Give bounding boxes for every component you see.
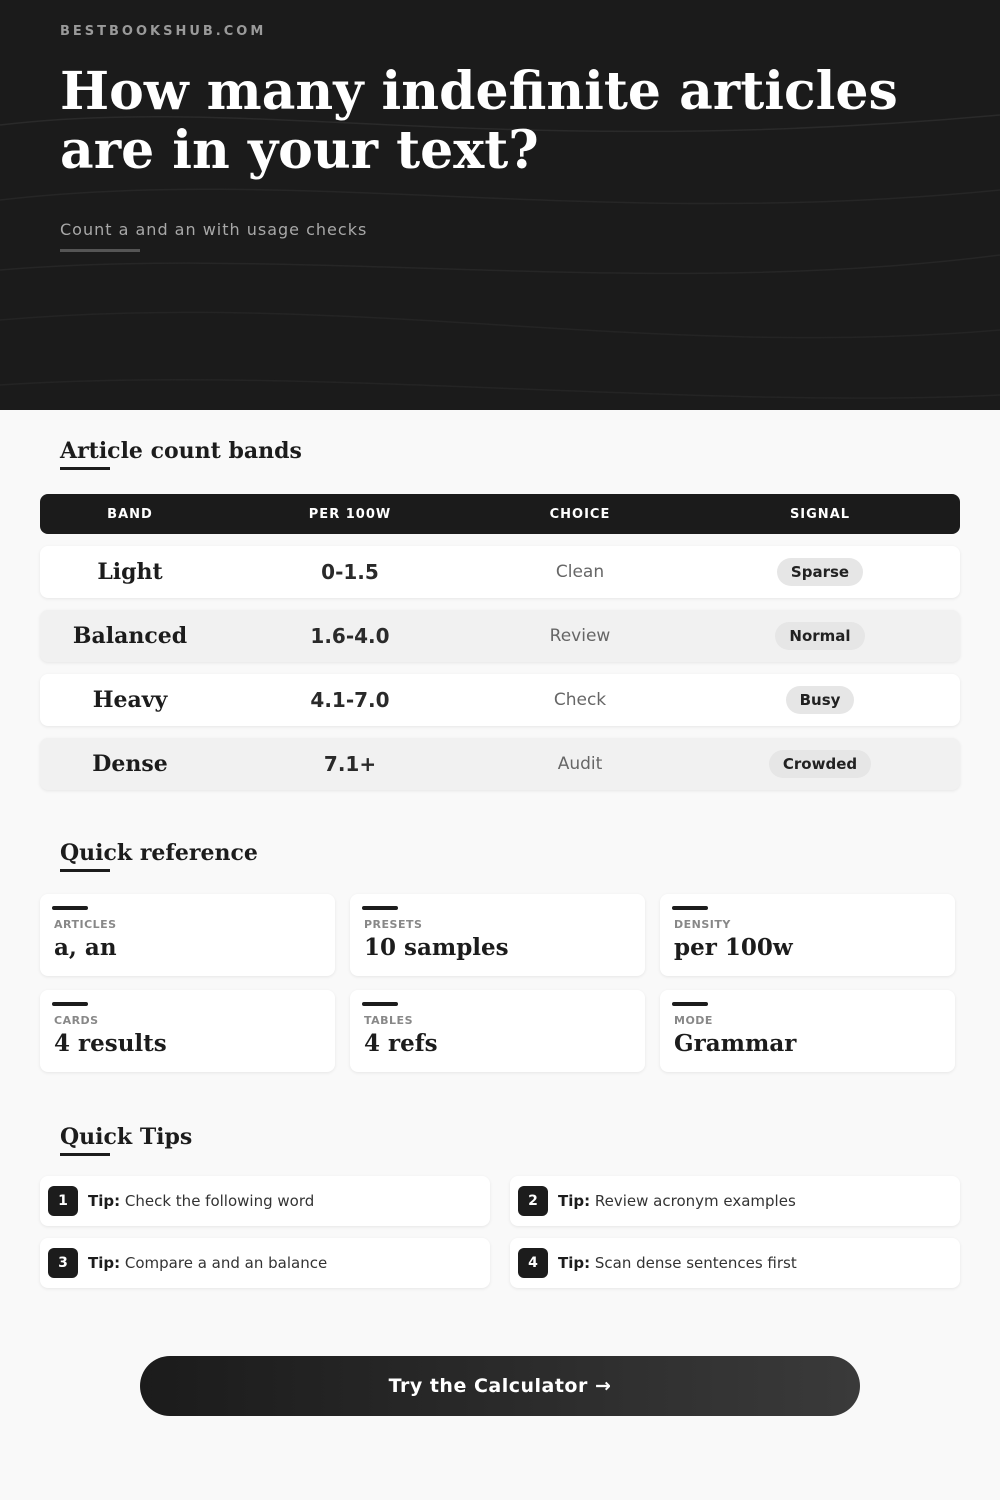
band-name: Dense [92, 751, 168, 777]
band-choice: Audit [557, 754, 603, 774]
card-value: a, an [54, 934, 117, 961]
tip-text [88, 1254, 327, 1272]
band-name: Light [97, 559, 163, 585]
band-name: Heavy [92, 687, 168, 713]
card-accent-bar [52, 1002, 88, 1006]
card-accent-bar [52, 906, 88, 910]
table-row [40, 610, 960, 662]
band-name: Balanced [72, 623, 188, 649]
table-row [40, 674, 960, 726]
tip-text [88, 1192, 314, 1210]
band-per-100w: 0-1.5 [321, 560, 379, 584]
tip-body: Scan dense sentences first [594, 1254, 797, 1272]
bands-section-title: Article count bands [60, 438, 302, 464]
tip-item [40, 1176, 490, 1226]
tip-prefix: Tip: [558, 1192, 591, 1210]
card-label: ARTICLES [54, 918, 117, 931]
band-signal-cell [680, 686, 960, 714]
card-value: 4 results [54, 1030, 167, 1057]
tip-number-badge: 2 [518, 1186, 548, 1216]
tip-body: Review acronym examples [594, 1192, 796, 1210]
site-name: BESTBOOKSHUB.COM [60, 24, 267, 39]
reference-card-presets [350, 894, 645, 976]
tip-text [558, 1254, 797, 1272]
table-row [40, 738, 960, 790]
signal-badge: Crowded [769, 750, 871, 778]
band-signal-cell [680, 622, 960, 650]
card-accent-bar [362, 906, 398, 910]
tip-number-badge: 4 [518, 1248, 548, 1278]
reference-card-tables [350, 990, 645, 1072]
section-underline [60, 869, 110, 872]
signal-badge: Normal [775, 622, 864, 650]
band-signal-cell [680, 558, 960, 586]
band-choice: Clean [555, 562, 605, 582]
page-title: How many indefinite articles are in your text? [60, 61, 898, 181]
band-signal-cell [680, 750, 960, 778]
card-label: CARDS [54, 1014, 99, 1027]
tips-section-title: Quick Tips [60, 1124, 193, 1150]
section-underline [60, 467, 110, 470]
reference-card-density [660, 894, 955, 976]
band-per-100w: 7.1+ [323, 752, 377, 776]
tip-body: Check the following word [124, 1192, 315, 1210]
column-header-per-100w: PER 100W [308, 506, 392, 522]
reference-card-mode [660, 990, 955, 1072]
card-accent-bar [672, 906, 708, 910]
band-choice: Check [553, 690, 607, 710]
tip-number-badge: 3 [48, 1248, 78, 1278]
hero-banner [0, 0, 1000, 410]
card-value: per 100w [674, 934, 793, 961]
tip-item [510, 1176, 960, 1226]
bands-table-header [40, 494, 960, 534]
signal-badge: Sparse [777, 558, 863, 586]
card-accent-bar [362, 1002, 398, 1006]
card-value: 10 samples [364, 934, 509, 961]
signal-badge: Busy [786, 686, 855, 714]
band-choice: Review [549, 626, 611, 646]
tip-text [558, 1192, 796, 1210]
table-row [40, 546, 960, 598]
column-header-signal: SIGNAL [789, 506, 851, 522]
card-label: PRESETS [364, 918, 423, 931]
column-header-band: BAND [107, 506, 153, 522]
reference-section-title: Quick reference [60, 840, 258, 866]
card-value: Grammar [674, 1030, 797, 1057]
tip-item [40, 1238, 490, 1288]
subtitle-underline [60, 249, 140, 252]
card-label: DENSITY [674, 918, 731, 931]
card-accent-bar [672, 1002, 708, 1006]
tip-number-badge: 1 [48, 1186, 78, 1216]
tip-prefix: Tip: [88, 1254, 121, 1272]
page-subtitle: Count a and an with usage checks [60, 220, 368, 239]
reference-card-cards [40, 990, 335, 1072]
band-per-100w: 4.1-7.0 [310, 688, 390, 712]
column-header-choice: CHOICE [549, 506, 611, 522]
card-label: MODE [674, 1014, 713, 1027]
band-per-100w: 1.6-4.0 [310, 624, 390, 648]
tip-prefix: Tip: [558, 1254, 591, 1272]
try-calculator-button[interactable]: Try the Calculator → [140, 1356, 860, 1416]
card-value: 4 refs [364, 1030, 438, 1057]
tip-body: Compare a and an balance [124, 1254, 328, 1272]
tip-prefix: Tip: [88, 1192, 121, 1210]
card-label: TABLES [364, 1014, 413, 1027]
reference-card-articles [40, 894, 335, 976]
tip-item [510, 1238, 960, 1288]
section-underline [60, 1153, 110, 1156]
